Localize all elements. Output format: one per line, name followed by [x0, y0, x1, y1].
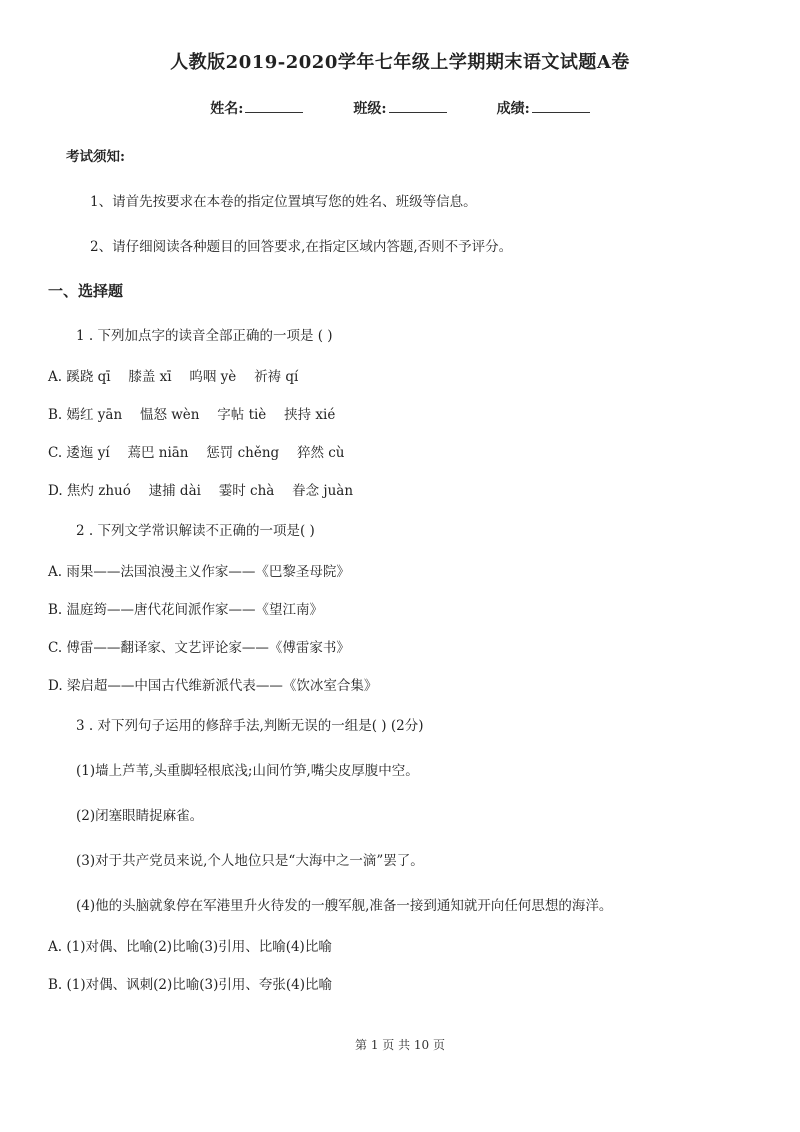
page-number: 第 1 页 共 10 页 — [355, 1038, 445, 1052]
option-item: B. (1)对偶、讽刺(2)比喻(3)引用、夸张(4)比喻 — [48, 977, 332, 993]
score-field[interactable]: 成绩: — [497, 98, 590, 118]
class-field[interactable]: 班级: — [353, 98, 446, 118]
option-item: B. 嫣红 yān 愠怒 wèn 字帖 tiè 挟持 xié — [48, 407, 336, 423]
option-item: A. 雨果——法国浪漫主义作家——《巴黎圣母院》 — [48, 564, 350, 580]
option-item: D. 焦灼 zhuó 逮捕 dài 霎时 chà 眷念 juàn — [48, 483, 354, 499]
option-item: C. 傅雷——翻译家、文艺评论家——《傅雷家书》 — [48, 640, 350, 656]
sentence-item: (3)对于共产党员来说,个人地位只是“大海中之一滴”罢了。 — [76, 853, 424, 869]
sentence-item: (1)墙上芦苇,头重脚轻根底浅;山间竹笋,嘴尖皮厚腹中空。 — [76, 763, 419, 779]
question-stem: 3 . 对下列句子运用的修辞手法,判断无误的一组是( ) (2分) — [76, 718, 424, 734]
option-item: D. 梁启超——中国古代维新派代表——《饮冰室合集》 — [48, 678, 378, 694]
option-item: A. (1)对偶、比喻(2)比喻(3)引用、比喻(4)比喻 — [48, 939, 332, 955]
option-item: A. 蹊跷 qī 膝盖 xī 呜咽 yè 祈祷 qí — [48, 369, 299, 385]
notice-item: 2、请仔细阅读各种题目的回答要求,在指定区域内答题,否则不予评分。 — [90, 239, 513, 255]
option-item: B. 温庭筠——唐代花间派作家——《望江南》 — [48, 602, 324, 618]
question-stem: 1 . 下列加点字的读音全部正确的一项是 ( ) — [76, 328, 333, 344]
student-info-row — [0, 98, 800, 118]
section-heading: 一、选择题 — [48, 282, 124, 300]
name-field[interactable]: 姓名: — [210, 98, 303, 118]
sentence-item: (2)闭塞眼睛捉麻雀。 — [76, 808, 204, 824]
option-item: C. 逶迤 yí 蔫巴 niān 惩罚 chěng 猝然 cù — [48, 445, 345, 461]
sentence-item: (4)他的头脑就象停在军港里升火待发的一艘军舰,准备一接到通知就开向任何思想的海洋。 — [76, 898, 613, 914]
notice-heading: 考试须知: — [66, 149, 125, 165]
notice-item: 1、请首先按要求在本卷的指定位置填写您的姓名、班级等信息。 — [90, 194, 477, 210]
page-title: 人教版2019-2020学年七年级上学期期末语文试题A卷 — [170, 52, 630, 73]
question-stem: 2 . 下列文学常识解读不正确的一项是( ) — [76, 523, 315, 539]
